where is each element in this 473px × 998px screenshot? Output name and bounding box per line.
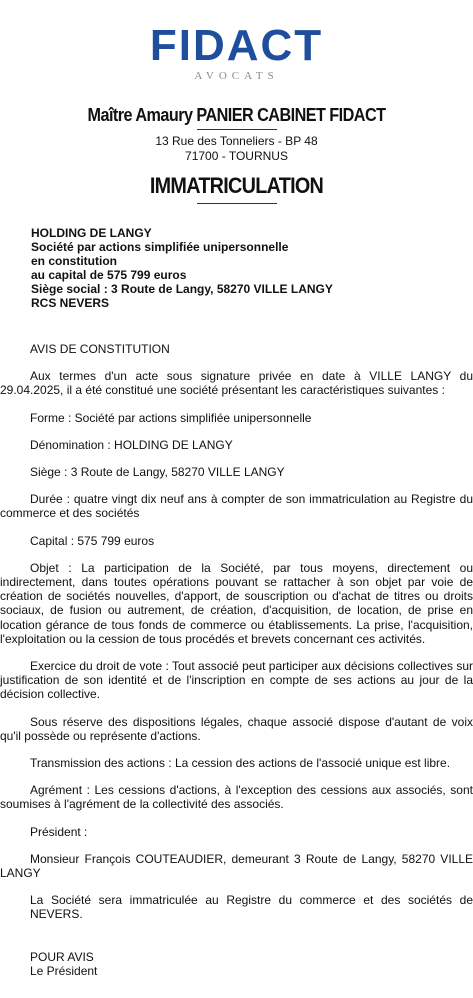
- company-capital: au capital de 575 799 euros: [31, 268, 187, 282]
- notice-title: IMMATRICULATION: [149, 173, 324, 198]
- paragraph-forme: Forme : Société par actions simplifiée unipersonnelle: [30, 410, 312, 425]
- company-form: Société par actions simplifiée unipersonnelle: [31, 240, 289, 254]
- address-line-2: 71700 - TOURNUS: [185, 149, 288, 163]
- notice-body: [0, 342, 473, 978]
- paragraph-immatriculation: La Société sera immatriculée au Registre du commerce et des sociétés de NEVERS.: [30, 893, 473, 922]
- paragraph-reserve: Sous réserve des dispositions légales, chaque associé dispose d'autant de voix qu'il possède ou représente d'actions.: [0, 714, 473, 743]
- body-heading: AVIS DE CONSTITUTION: [30, 342, 170, 356]
- paragraph-capital: Capital : 575 799 euros: [30, 533, 155, 548]
- paragraph-exercice: Exercice du droit de vote : Tout associé peut participer aux décisions collectives sur justification de son identité et de l'inscription en compte de ses actions au jour de la décision collective.: [0, 659, 473, 702]
- company-seat: Siège social : 3 Route de Langy, 58270 VILLE LANGY: [31, 282, 333, 296]
- company-status: en constitution: [31, 254, 117, 268]
- paragraph-siege: Siège : 3 Route de Langy, 58270 VILLE LANGY: [30, 465, 285, 480]
- paragraph-duree: Durée : quatre vingt dix neuf ans à compter de son immatriculation au Registre du commerce et des sociétés: [0, 492, 473, 521]
- fidact-logo: [0, 21, 473, 82]
- company-rcs: RCS NEVERS: [31, 296, 110, 310]
- logo-tagline: AVOCATS: [194, 70, 279, 82]
- logo-brand: FIDACT: [149, 21, 324, 70]
- signature-president: Le Président: [30, 963, 98, 978]
- paragraph-intro: Aux termes d'un acte sous signature privée en date à VILLE LANGY du 29.04.2025, il a été constitué une société présentant les caractéristiques suivantes :: [0, 369, 473, 398]
- firm-name: Maître Amaury PANIER CABINET FIDACT: [87, 105, 386, 125]
- signature-pour-avis: POUR AVIS: [30, 949, 94, 964]
- company-name: HOLDING DE LANGY: [31, 226, 152, 240]
- paragraph-agrement: Agrément : Les cessions d'actions, à l'exception des cessions aux associés, sont soumises à l'agrément de la collectivité des associés.: [0, 783, 473, 812]
- address-line-1: 13 Rue des Tonneliers - BP 48: [155, 134, 318, 148]
- paragraph-transmission: Transmission des actions : La cession des actions de l'associé unique est libre.: [30, 756, 451, 771]
- header-divider: [197, 129, 277, 130]
- paragraph-president-label: Président :: [30, 824, 88, 839]
- paragraph-denomination: Dénomination : HOLDING DE LANGY: [30, 437, 233, 452]
- company-block: [31, 226, 333, 310]
- paragraph-objet: Objet : La participation de la Société, par tous moyens, directement ou indirectement, dans toutes opérations pouvant se rattacher à son objet par voie de création de sociétés nouvelles, d'apport, de souscription ou d'achat de titres ou droits sociaux, de fusion ou autrement, de création, d'acquisition, de location, de prise en location gérance de tous fonds de commerce ou établissements. La prise, l'acquisition, l'exploitation ou la cession de tous procédés et brevets concernant ces activités.: [0, 560, 473, 646]
- title-divider: [197, 203, 277, 204]
- notice-header: [0, 104, 473, 208]
- paragraph-president-name: Monsieur François COUTEAUDIER, demeurant 3 Route de Langy, 58270 VILLE LANGY: [0, 851, 473, 881]
